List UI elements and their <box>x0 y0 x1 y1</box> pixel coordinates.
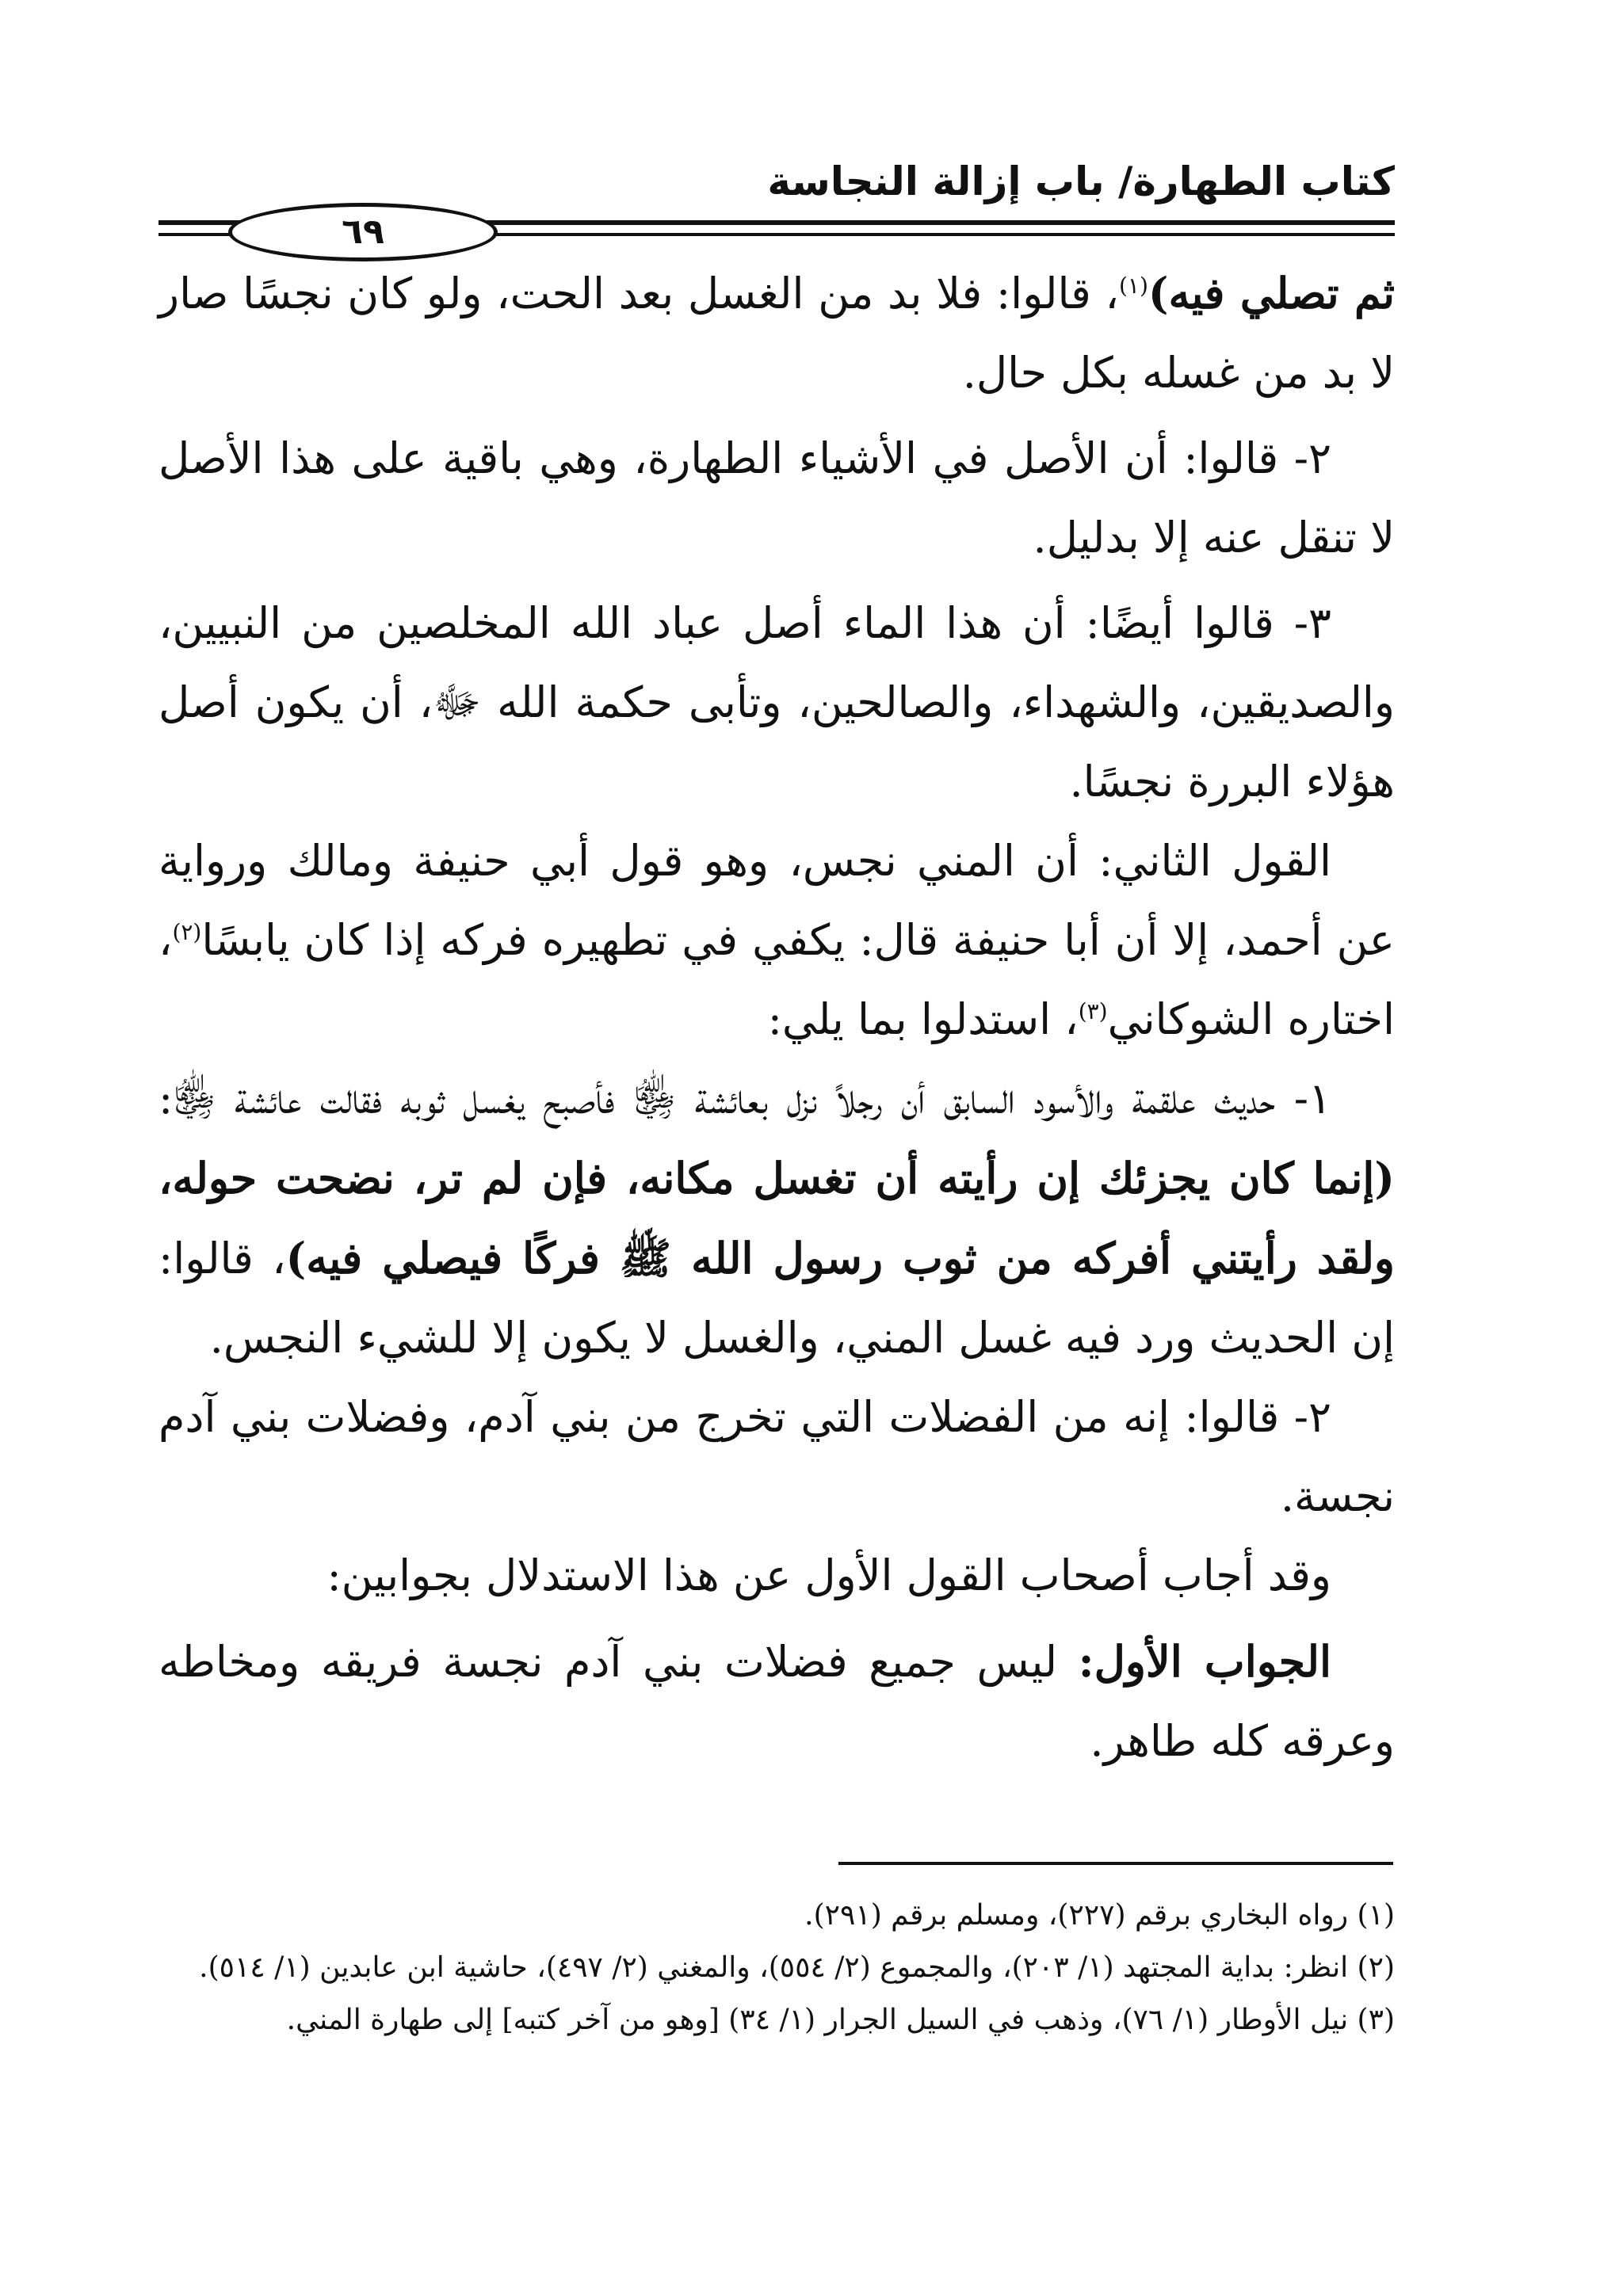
footnote-ref: (١) <box>1118 273 1148 299</box>
paragraph-7: وقد أجاب أصحاب القول الأول عن هذا الاستدلال بجوابين: <box>327 1550 1331 1600</box>
paragraph-4 <box>158 822 1395 1059</box>
text-span: ، استدلوا بما يلي: <box>767 994 1079 1044</box>
footnote-ref: (٢) <box>172 919 202 945</box>
paragraph-3: ٣- قالوا أيضًا: أن هذا الماء أصل عباد الله المخلصين من النبيين، والصديقين، والشهداء، والصالحين، وتأبى حكمة الله ﷻ، أن يكون أصل هؤلاء البررة نجسًا. <box>158 598 1395 807</box>
chapter-title: كتاب الطهارة/ باب إزالة النجاسة <box>767 158 1395 204</box>
paragraph-8 <box>158 1622 1395 1781</box>
page-header <box>158 151 1395 261</box>
footnote-separator <box>838 1862 1393 1865</box>
text-span: القول الثاني: أن المني نجس، وهو قول أبي حنيفة ومالك ورواية عن أحمد، إلا أن أبا حنيفة قال: يكفي في تطهيره فركه إذا كان يابسًا <box>158 836 1395 965</box>
text-span: ليس جميع فضلات بني آدم نجسة فريقه ومخاطه وعرقه كله طاهر. <box>158 1637 1395 1766</box>
text-span: ، قالوا: إن الحديث ورد فيه غسل المني، والغسل لا يكون إلا للشيء النجس. <box>158 1234 1395 1363</box>
quote-end: ثم تصلي فيه) <box>1148 268 1396 318</box>
answer-heading: الجواب الأول: <box>1078 1636 1331 1687</box>
paragraph-1 <box>158 254 1395 413</box>
paragraph-5 <box>158 1059 1395 1378</box>
hadith-quote: (إنما كان يجزئك إن رأيته أن تغسل مكانه، فإن لم تر، نضحت حوله، ولقد رأيتني أفركه من ثوب رسول الله ﷺ فركًا فيصلي فيه) <box>158 1153 1396 1283</box>
text-span: ، قالوا: فلا بد من الغسل بعد الحت، ولو كان نجسًا صار لا بد من غسله بكل حال. <box>158 269 1395 398</box>
footnote-1: (١) رواه البخاري برقم (٢٢٧)، ومسلم برقم (٢٩١). <box>804 1899 1395 1932</box>
paragraph-2: ٢- قالوا: أن الأصل في الأشياء الطهارة، وهي باقية على هذا الأصل لا تنقل عنه إلا بدليل. <box>158 433 1395 563</box>
footnotes <box>158 1890 1395 2046</box>
footnote-2: (٢) انظر: بداية المجتهد (١/ ٢٠٣)، والمجموع (٢/ ٥٥٤)، والمغني (٢/ ٤٩٧)، حاشية ابن عابدين (١/ ٥١٤). <box>199 1951 1395 1984</box>
footnote-3: (٣) نيل الأوطار (١/ ٧٦)، وذهب في السيل الجرار (١/ ٣٤) [وهو من آخر كتبه] إلى طهارة المني. <box>286 2004 1395 2036</box>
body-text <box>158 254 1395 1781</box>
paragraph-6: ٢- قالوا: إنه من الفضلات التي تخرج من بني آدم، وفضلات بني آدم نجسة. <box>158 1392 1395 1521</box>
text-span: ، اختاره الشوكاني <box>158 915 1395 1044</box>
footnote-ref: (٣) <box>1078 998 1108 1024</box>
text-span: ١- حديث علقمة والأسود السابق أن رجلاً نزل بعائشة ﵂ فأصبح يغسل ثوبه فقالت عائشة ﵂: <box>158 1074 1331 1123</box>
page-number: ٦٩ <box>228 203 498 261</box>
